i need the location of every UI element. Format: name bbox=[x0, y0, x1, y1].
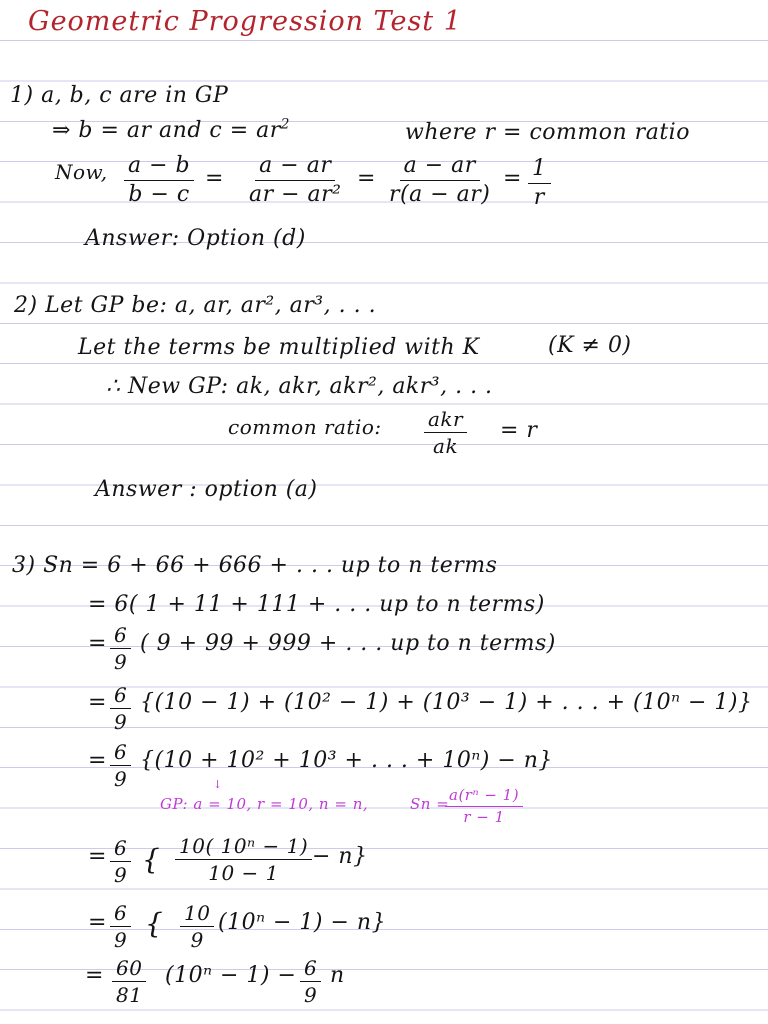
q3-line6-big-frac bbox=[175, 836, 312, 883]
q1-where: where r = common ratio bbox=[405, 120, 690, 145]
equals-sign: = bbox=[205, 166, 224, 191]
q3-line7-frac bbox=[110, 903, 131, 950]
frac-denominator: 9 bbox=[114, 767, 128, 791]
q2-condition: (K ≠ 0) bbox=[548, 333, 632, 358]
equals-sign: = bbox=[88, 631, 107, 656]
q1-given: ⇒ b = ar and c = ar bbox=[52, 118, 281, 143]
frac-numerator: a(rⁿ − 1) bbox=[445, 788, 523, 807]
frac-denominator: 10 − 1 bbox=[208, 861, 279, 885]
q2-answer: Answer : option (a) bbox=[95, 477, 318, 502]
frac-numerator: 6 bbox=[110, 838, 131, 862]
q1-line2 bbox=[52, 116, 290, 143]
q3-line4-frac bbox=[110, 685, 131, 732]
q1-answer: Answer: Option (d) bbox=[85, 226, 306, 251]
equals-sign: = bbox=[85, 963, 104, 988]
frac-numerator: 6 bbox=[300, 958, 321, 982]
frac-denominator: b − c bbox=[128, 182, 190, 207]
q3-line5: {(10 + 10² + 10³ + . . . + 10ⁿ) − n} bbox=[140, 748, 553, 773]
q3-line3: ( 9 + 99 + 999 + . . . up to n terms) bbox=[140, 631, 556, 656]
frac-numerator: 60 bbox=[112, 958, 146, 982]
frac-denominator: 9 bbox=[114, 863, 128, 887]
frac-denominator: r(a − ar) bbox=[389, 182, 491, 207]
equals-sign: = bbox=[503, 166, 522, 191]
frac-numerator: 10 bbox=[180, 903, 214, 927]
equals-sign: = bbox=[88, 910, 107, 935]
frac-numerator: 10( 10ⁿ − 1) bbox=[175, 836, 312, 860]
frac-denominator: ak bbox=[433, 434, 459, 458]
q3-line6-rest: − n} bbox=[312, 844, 368, 869]
page-title: Geometric Progression Test 1 bbox=[28, 6, 462, 37]
frac-denominator: 9 bbox=[114, 928, 128, 952]
q3-line8-tail: n bbox=[330, 963, 345, 988]
frac-denominator: 9 bbox=[304, 983, 318, 1007]
q1-now: Now, bbox=[55, 160, 108, 184]
frac-denominator: 9 bbox=[114, 650, 128, 674]
q3-line8-frac-2 bbox=[300, 958, 321, 1005]
q3-line8-frac bbox=[112, 958, 146, 1005]
frac-numerator: 6 bbox=[110, 685, 131, 709]
frac-denominator: 81 bbox=[116, 983, 143, 1007]
frac-denominator: 9 bbox=[190, 928, 204, 952]
frac-numerator: 1 bbox=[528, 158, 551, 184]
frac-numerator: a − b bbox=[124, 155, 194, 181]
q3-line6-frac bbox=[110, 838, 131, 885]
q3-line4: {(10 − 1) + (10² − 1) + (10³ − 1) + . . . + (10ⁿ − 1)} bbox=[140, 690, 753, 715]
frac-numerator: 6 bbox=[110, 625, 131, 649]
frac-denominator: ar − ar² bbox=[249, 182, 342, 207]
equals-sign: = bbox=[88, 690, 107, 715]
q1-frac-2 bbox=[245, 155, 346, 206]
equals-sign: = bbox=[88, 748, 107, 773]
equals-sign: = bbox=[357, 166, 376, 191]
sn-formula-frac bbox=[445, 788, 523, 825]
frac-denominator: 9 bbox=[114, 710, 128, 734]
q3-line2: = 6( 1 + 11 + 111 + . . . up to n terms) bbox=[88, 592, 545, 617]
frac-numerator: akr bbox=[424, 409, 467, 433]
frac-numerator: a − ar bbox=[255, 155, 335, 181]
brace-open: { bbox=[142, 843, 161, 876]
q1-frac-3 bbox=[385, 155, 494, 206]
gp-note: GP: a = 10, r = 10, n = n, bbox=[160, 795, 369, 813]
q2-line2: Let the terms be multiplied with K bbox=[78, 335, 480, 360]
q2-statement: 2) Let GP be: a, ar, ar², ar³, . . . bbox=[14, 293, 377, 318]
q1-frac-4 bbox=[528, 158, 551, 209]
frac-numerator: 6 bbox=[110, 742, 131, 766]
frac-numerator: a − ar bbox=[400, 155, 480, 181]
frac-denominator: r − 1 bbox=[463, 808, 505, 826]
q2-ratio-frac bbox=[424, 409, 467, 456]
q2-ratio-result: = r bbox=[500, 418, 538, 443]
frac-numerator: 6 bbox=[110, 903, 131, 927]
equals-sign: = bbox=[88, 844, 107, 869]
q3-line3-frac bbox=[110, 625, 131, 672]
arrow-down-icon: ↓ bbox=[213, 778, 223, 791]
q3-statement: 3) Sn = 6 + 66 + 666 + . . . up to n terms bbox=[12, 553, 498, 578]
q1-exponent: 2 bbox=[280, 116, 290, 133]
q2-ratio-label: common ratio: bbox=[228, 415, 382, 439]
q1-frac-1 bbox=[124, 155, 194, 206]
q3-line8-mid: (10ⁿ − 1) − bbox=[165, 963, 297, 988]
q3-line7-frac-2 bbox=[180, 903, 214, 950]
q3-line5-frac bbox=[110, 742, 131, 789]
frac-denominator: r bbox=[533, 185, 545, 210]
sn-label: Sn = bbox=[410, 795, 450, 813]
q1-statement: 1) a, b, c are in GP bbox=[10, 83, 229, 108]
q3-line7-rest: (10ⁿ − 1) − n} bbox=[218, 910, 387, 935]
q2-new-gp: ∴ New GP: ak, akr, akr², akr³, . . . bbox=[106, 374, 493, 399]
brace-open: { bbox=[145, 907, 164, 940]
